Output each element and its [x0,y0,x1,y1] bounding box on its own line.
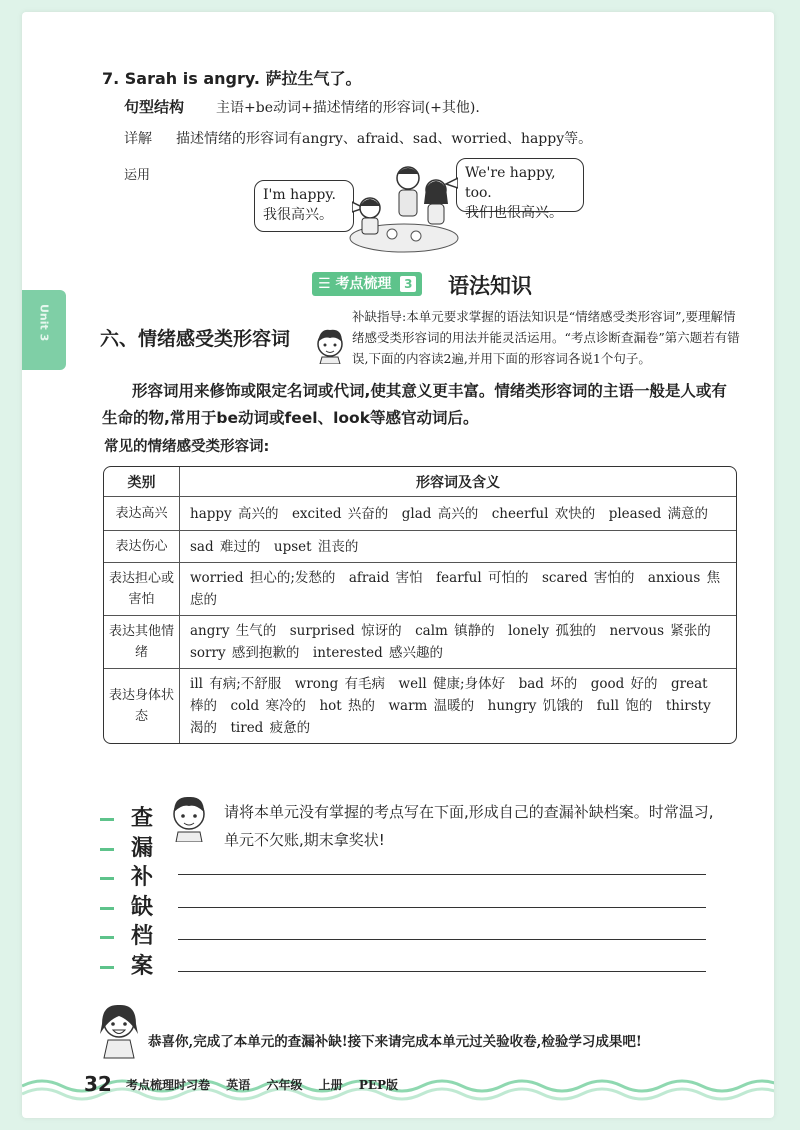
table-cell-category: 表达担心或害怕 [104,563,180,616]
pattern-label: 句型结构 [124,98,185,116]
archive-title-char: 漏 [130,835,153,861]
table-header-category: 类别 [104,467,180,497]
green-dash-decoration [100,966,114,969]
section-6-heading: 六、情绪感受类形容词 [100,328,291,350]
sentence-7-title: 7. Sarah is angry. 萨拉生气了。 [102,69,362,88]
table-row [104,563,736,616]
girl-cheering-icon [96,1000,142,1060]
page-footer [84,1072,410,1096]
table-header-row [104,467,736,497]
table-cell-words: worried 担心的;发愁的 afraid 害怕 fearful 可怕的 scared 害怕的 anxious 焦虑的 [180,563,736,616]
table-cell-words: happy 高兴的 excited 兴奋的 glad 高兴的 cheerful 欢快的 pleased 满意的 [180,497,736,531]
green-dash-decoration [100,877,114,880]
congrats-message: 恭喜你,完成了本单元的查漏补缺!接下来请完成本单元过关验收卷,检验学习成果吧! [148,1034,642,1050]
explain-text: 描述情绪的形容词有angry、afraid、sad、worried、happy等。 [176,131,593,147]
page-number: 32 [84,1072,112,1096]
kaodian-number: 3 [400,276,416,292]
table-row [104,531,736,563]
table-cell-category: 表达伤心 [104,531,180,563]
kaodian-banner [312,272,422,296]
guide-note: 补缺指导:本单元要求掌握的语法知识是“情绪感受类形容词”,要理解情绪感受类形容词的用法并能灵活运用。“考点诊断查漏卷”第六题若有错误,下面的内容读2遍,并用下面的形容词各说1个句子。 [352,309,740,366]
writing-line[interactable] [178,907,706,908]
grammar-title: 语法知识 [448,274,532,298]
unit-side-tab: Unit 3 [22,290,66,370]
writing-line[interactable] [178,874,706,875]
family-picnic-illustration [344,160,462,258]
green-dash-decoration [100,936,114,939]
green-dash-decoration [100,818,114,821]
archive-title-char: 案 [130,953,153,979]
archive-title-char: 档 [130,924,153,949]
table-cell-words: sad 难过的 upset 沮丧的 [180,531,736,563]
footer-term: 上册 [318,1078,343,1092]
writing-line[interactable] [178,971,706,972]
table-cell-words: ill 有病;不舒服 wrong 有毛病 well 健康;身体好 bad 坏的 good 好的 great 棒的 cold 寒冷的 hot 热的 warm 温暖的 hungry 饥饿的 full 饱的 thirsty 渴的 tired 疲惫的 [190,676,711,736]
table-cell-words: angry 生气的 surprised 惊讶的 calm 镇静的 lonely 孤独的 nervous 紧张的 sorry 感到抱歉的 interested 感兴趣的 [180,616,736,669]
archive-title-char: 补 [130,865,153,890]
table-header-words: 形容词及含义 [180,467,736,497]
kaodian-label: 考点梳理 [335,276,392,292]
writing-line[interactable] [178,939,706,940]
speech-bubble-left [254,180,354,232]
explain-label: 详解 [124,131,152,147]
boy-avatar-icon [312,326,348,364]
pattern-text: 主语+be动词+描述情绪的形容词(+其他). [216,100,480,116]
footer-book: 考点梳理时习卷 [126,1078,211,1092]
intro-paragraph: 形容词用来修饰或限定名词或代词,使其意义更丰富。情绪类形容词的主语一般是人或有生命的物,常用于be动词或feel、look等感官动词后。 [102,382,727,427]
table-row [104,669,736,743]
adjective-table [103,466,737,744]
use-label: 运用 [124,168,151,183]
table-row [104,616,736,669]
bubble-left-english: I'm happy. [263,187,336,203]
menu-lines-icon: ☰ [318,276,331,292]
bubble-right-tail [444,176,458,190]
footer-subject: 英语 [226,1078,251,1092]
speech-bubble-right [456,158,584,221]
bubble-left-chinese: 我很高兴。 [263,207,333,223]
table-row [104,497,736,531]
archive-title-char: 查 [130,806,153,831]
footer-grade: 六年级 [266,1078,303,1092]
table-cell-category: 表达其他情绪 [104,616,180,669]
bubble-right-english: We're happy, too. [465,165,556,201]
archive-vertical-title [124,804,160,981]
archive-prompt: 请将本单元没有掌握的考点写在下面,形成自己的查漏补缺档案。时常温习,单元不欠账,期末拿奖状! [224,803,714,849]
table-cell-category: 表达高兴 [104,497,180,531]
green-dash-decoration [100,907,114,910]
boy-thinking-icon [166,792,212,842]
archive-title-char: 缺 [130,894,153,920]
footer-edition: PEP版 [358,1078,399,1092]
table-cell-category: 表达身体状态 [104,669,180,743]
bubble-right-chinese: 我们也很高兴。 [465,205,563,221]
green-dash-decoration [100,848,114,851]
common-adjectives-label: 常见的情绪感受类形容词: [104,439,270,455]
